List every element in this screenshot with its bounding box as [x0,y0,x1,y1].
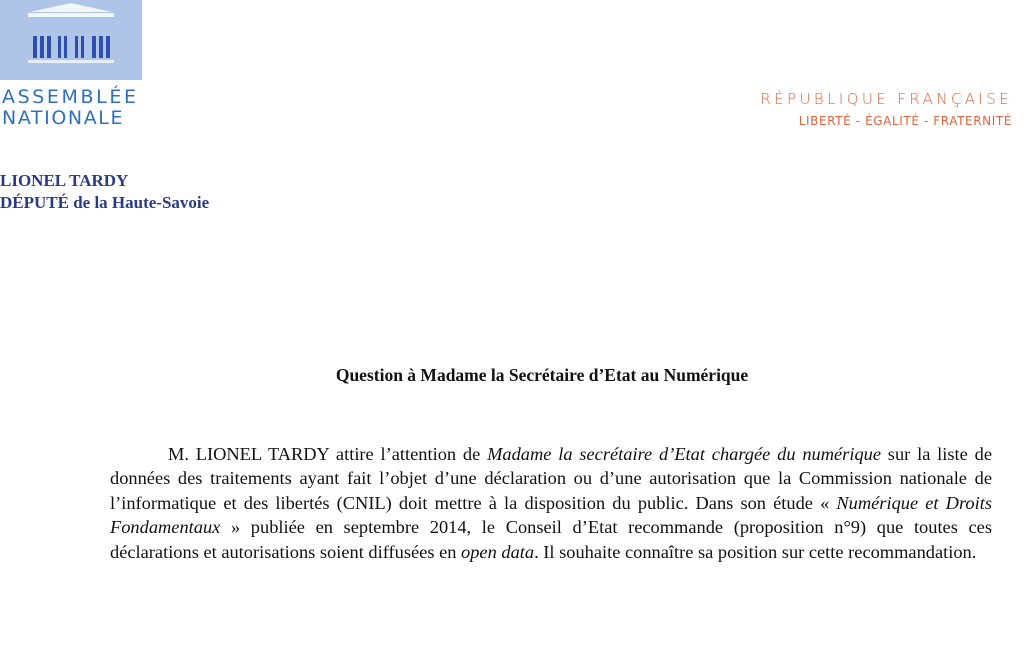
italic-text-segment: Numérique et Droits Fondamentaux [110,492,992,538]
italic-text-segment: open data [461,541,535,562]
question-body-text [110,444,992,562]
logo-line-2: NATIONALE [2,107,125,129]
question-body [110,442,992,564]
hemicycle-columns-graphic [0,0,142,80]
republic-title: RÉPUBLIQUE FRANÇAISE [760,90,1012,108]
text-segment: . Il souhaite connaître sa position sur cette recommandation. [534,541,977,562]
logo-line-1: ASSEMBLÉE [2,86,139,108]
text-segment: M. LIONEL TARDY attire l’attention de [168,444,488,464]
text-segment: » publiée en septembre 2014, le Conseil d’Etat recommande (proposition n°9) que toutes ces déclarations et autorisations soient diffusées en [110,517,992,562]
question-title-text: Question à Madame la Secrétaire d’Etat au Numérique [335,365,749,385]
assemblee-nationale-logo [0,0,150,134]
hemicycle-logo-icon [0,0,142,80]
text-segment: sur la liste de données des traitements ayant fait l’objet d’une déclaration ou d’une autorisation que la Commission nationale de l’informatique et des libertés (CNIL) doit mettre à la disposition du public. Dans son étude « [110,444,992,513]
question-title [0,365,1024,386]
italic-text-segment: Madame la secrétaire d’Etat chargée du numérique [487,444,881,464]
republic-motto: LIBERTÉ - ÉGALITÉ - FRATERNITÉ [798,114,1012,128]
deputy-title: DÉPUTÉ de la Haute-Savoie [0,193,210,212]
deputy-name: LIONEL TARDY [0,171,129,190]
